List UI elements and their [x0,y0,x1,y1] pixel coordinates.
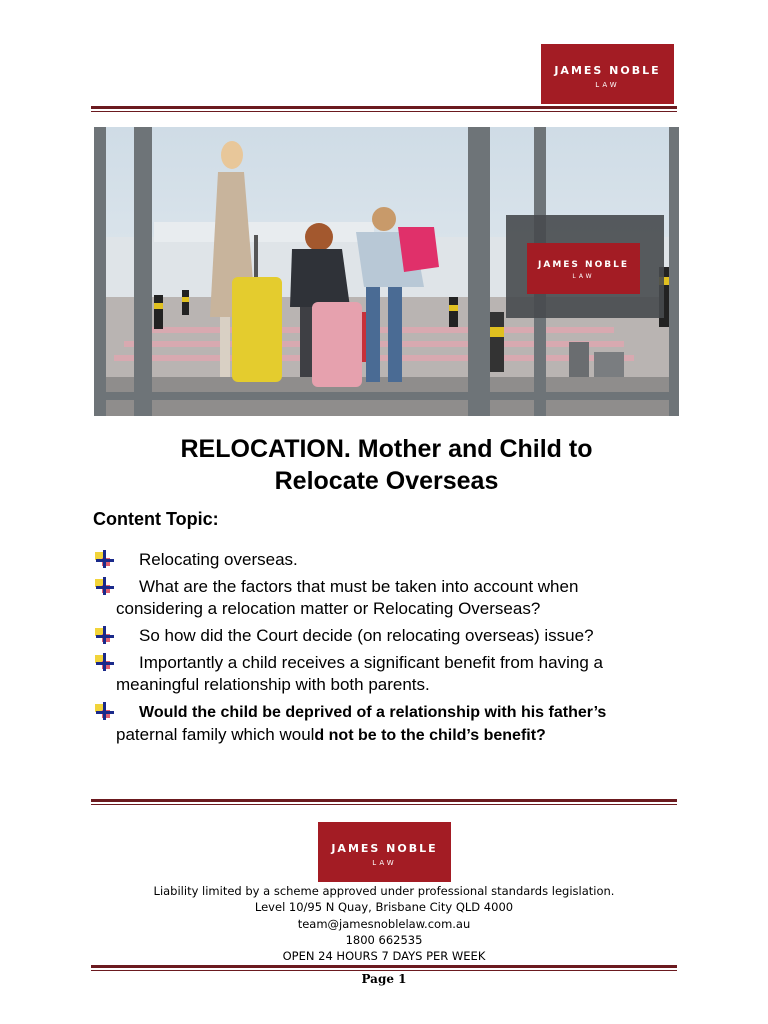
bullet-icon [93,549,117,569]
list-item-text: What are the factors that must be taken into account when [139,577,579,596]
brand-sub: LAW [595,81,620,89]
list-item-text-cont: meaningful relationship with both parents. [116,675,430,694]
footer-rule-bottom [91,965,677,971]
address: Level 10/95 N Quay, Brisbane City QLD 4000 [254,900,514,915]
brand-logo-top [541,44,674,104]
brand-name: JAMES NOBLE [331,842,438,855]
list-item [93,652,683,696]
photo-sign-brand-name: JAMES NOBLE [538,260,629,270]
page-number: Page 1 [361,972,407,986]
bullet-icon [93,625,117,645]
brand-sub: LAW [372,859,397,867]
phone[interactable]: 1800 662535 [345,932,423,947]
header-rule [91,106,677,112]
list-item-text-cont: considering a relocation matter or Relocating Overseas? [116,599,541,618]
list-item-text-cont-bold: d not be to the child’s benefit? [314,727,546,744]
list-item [93,576,683,620]
bullet-icon [93,652,117,672]
list-item-text: Relocating overseas. [139,550,298,569]
brand-name: JAMES NOBLE [554,64,661,77]
bullet-icon [93,701,117,721]
list-item [93,625,683,647]
content-topic-list [93,545,683,752]
brand-logo-bottom [318,822,451,882]
list-item-text: Would the child be deprived of a relationship with his father’s [139,704,607,721]
email[interactable]: team@jamesnoblelaw.com.au [297,916,471,931]
list-item [93,701,683,747]
footer-contact [94,883,674,964]
list-item [93,549,683,571]
photo-sign-brand-sub: LAW [572,273,595,280]
title-line-1: RELOCATION. Mother and Child to [180,435,593,463]
hero-photo [94,127,679,416]
bullet-icon [93,576,117,596]
page-title [94,433,679,497]
photo-sign-logo [527,243,640,294]
title-line-2: Relocate Overseas [274,467,499,495]
content-topic-heading: Content Topic: [93,509,219,529]
list-item-text: Importantly a child receives a significant benefit from having a [139,653,603,672]
liability-notice: Liability limited by a scheme approved under professional standards legislation. [153,884,615,898]
list-item-text: So how did the Court decide (on relocating overseas) issue? [139,626,594,645]
list-item-text-cont: paternal family which woul [116,725,315,744]
opening-hours: OPEN 24 HOURS 7 DAYS PER WEEK [282,949,486,964]
footer-rule-top [91,799,677,805]
